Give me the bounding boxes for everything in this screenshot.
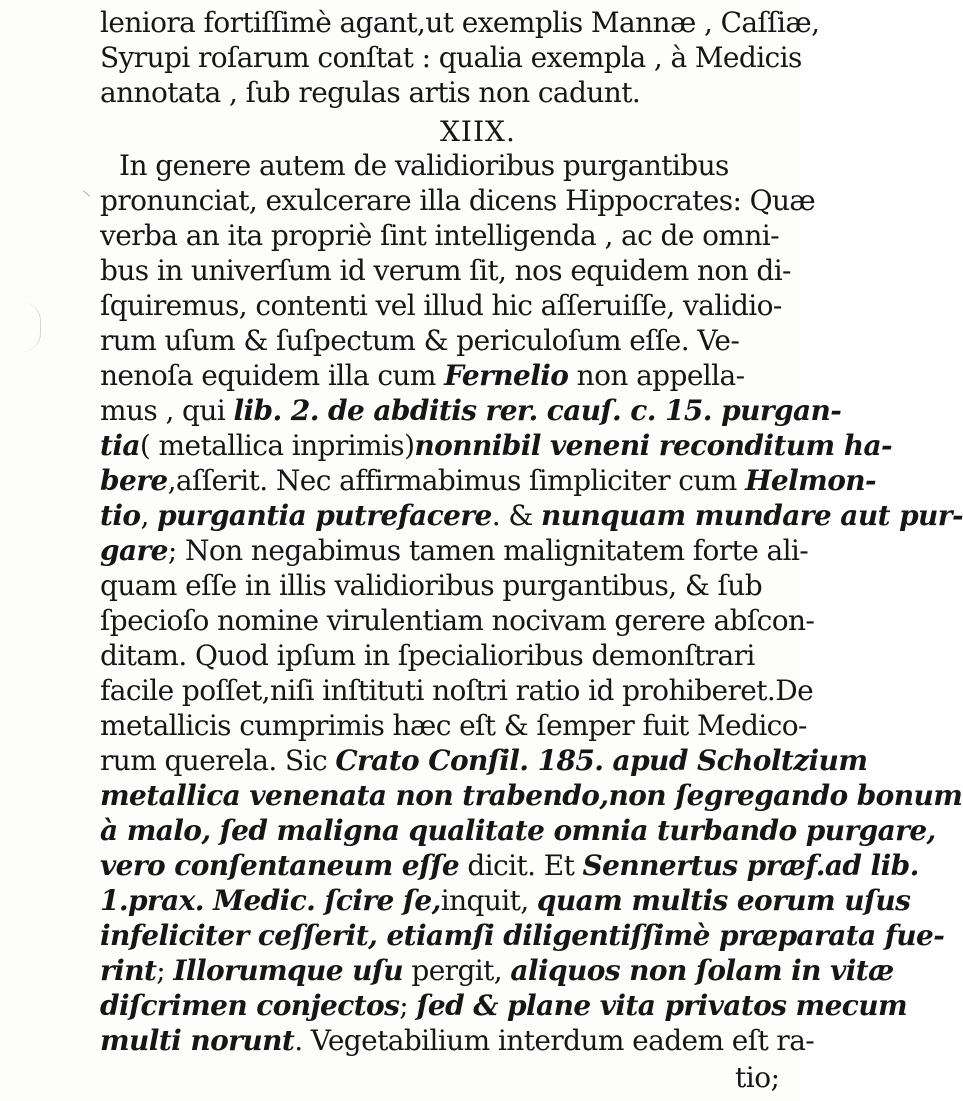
text-line-5: pronunciat, exulcerare illa dicens Hippocrates: Quæ: [100, 184, 816, 217]
text-line-21: rum querela. Sic Crato Conſil. 185. apud Scholtzium: [100, 744, 868, 777]
text-line-16: quam eſſe in illis validioribus purgantibus, & ſub: [100, 569, 763, 602]
text-line-12: tia( metallica inprimis)nonnibil veneni reconditum ha-: [100, 429, 893, 462]
section-heading: XIIX.: [440, 115, 516, 148]
text-line-11: mus , qui lib. 2. de abditis rer. cauſ. c. 15. purgan-: [100, 394, 842, 427]
text-line-29: multi norunt. Vegetabilium interdum eadem eſt ra-: [100, 1024, 815, 1057]
text-line-28: diſcrimen conjectos; ſed & plane vita privatos mecum: [100, 989, 908, 1022]
text-line-3: annotata , ſub regulas artis non cadunt.: [100, 76, 641, 109]
text-line-10: nenoſa equidem illa cum Fernelio non appella-: [100, 359, 745, 392]
text-line-20: metallicis cumprimis hæc eſt & ſemper fuit Medico-: [100, 709, 807, 742]
text-line-8: ſquiremus, contenti vel illud hic aſſeruiſſe, validio-: [100, 289, 782, 322]
text-line-2: Syrupi roſarum conſtat : qualia exempla , à Medicis: [100, 41, 802, 74]
catchword: tio;: [735, 1061, 780, 1094]
text-line-22: metallica venenata non trabendo,non ſegregando bonum: [100, 779, 963, 812]
text-line-14: tio, purgantia putrefacere. & nunquam mundare aut pur-: [100, 499, 963, 532]
text-line-25: 1.prax. Medic. ſcire ſe,inquit, quam multis eorum uſus: [100, 884, 911, 917]
text-line-17: ſpecioſo nomine virulentiam nocivam gerere abſcon-: [100, 604, 815, 637]
margin-tick: [83, 190, 91, 197]
text-line-24: vero conſentaneum eſſe dicit. Et Sennertus præf.ad lib.: [100, 849, 919, 882]
text-line-23: à malo, ſed maligna qualitate omnia turbando purgare,: [100, 814, 936, 847]
text-line-6: verba an ita propriè ſint intelligenda , ac de omni-: [100, 219, 779, 252]
text-line-19: facile poſſet,niſi inſtituti noſtri ratio id prohiberet.De: [100, 674, 814, 707]
text-line-27: rint; Illorumque uſu pergit, aliquos non ſolam in vitæ: [100, 954, 894, 987]
text-line-7: bus in univerſum id verum ſit, nos equidem non di-: [100, 254, 791, 287]
text-line-4: In genere autem de validioribus purgantibus: [119, 149, 729, 182]
text-line-1: leniora fortiſſimè agant,ut exemplis Mannæ , Caſſiæ,: [100, 6, 820, 39]
text-line-18: ditam. Quod ipſum in ſpecialioribus demonſtrari: [100, 639, 755, 672]
text-line-26: infeliciter ceſſerit, etiamſi diligentiſſimè præparata fue-: [100, 919, 945, 952]
text-line-15: gare; Non negabimus tamen malignitatem forte ali-: [100, 534, 809, 567]
text-line-9: rum uſum & ſuſpectum & periculoſum eſſe. Ve-: [100, 324, 740, 357]
margin-stain: [22, 302, 41, 352]
text-line-13: bere,aſſerit. Nec affirmabimus ſimpliciter cum Helmon-: [100, 464, 877, 497]
